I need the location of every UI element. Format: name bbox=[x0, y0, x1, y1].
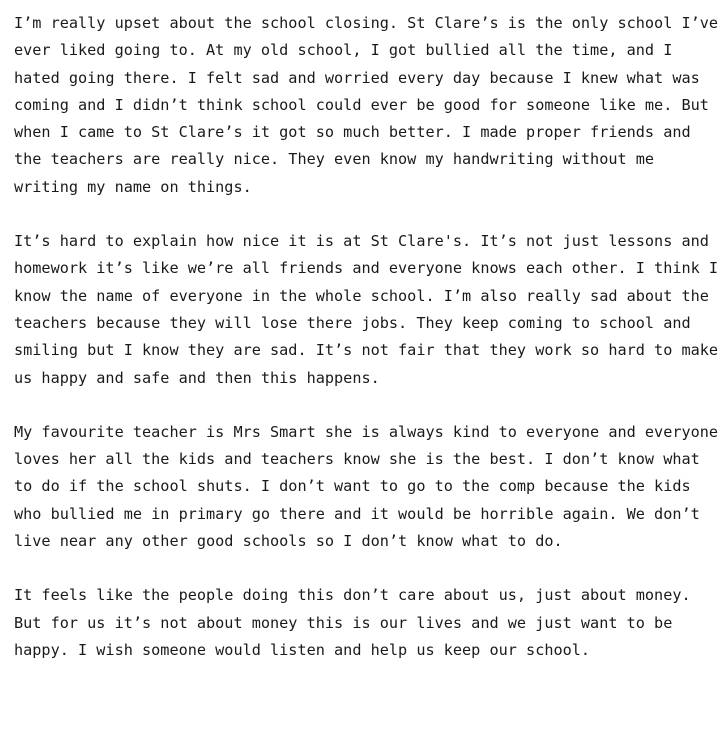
paragraph-3: My favourite teacher is Mrs Smart she is always kind to everyone and everyone loves her all the kids and teachers know she is the best. I don’t know what to do if the school shuts. I don’t want to go to the comp because the kids who bullied me in primary go there and it would be horrible again. We don’t live near any other good schools so I don’t know what to do. bbox=[14, 422, 727, 551]
paragraph-2: It’s hard to explain how nice it is at St Clare's. It’s not just lessons and homework it’s like we’re all friends and everyone knows each other. I think I know the name of everyone in the whole school. I’m also really sad about the teachers because they will lose there jobs. They keep coming to school and smiling but I know they are sad. It’s not fair that they work so hard to make us happy and safe and then this happens. bbox=[14, 232, 727, 387]
paragraph-4: It feels like the people doing this don’t care about us, just about money. But for us it’s not about money this is our lives and we just want to be happy. I wish someone would listen and help us keep our school. bbox=[14, 586, 700, 659]
paragraph-1: I’m really upset about the school closing. St Clare’s is the only school I’ve ever liked going to. At my old school, I got bullied all the time, and I hated going there. I felt sad and worried every day because I knew what was coming and I didn’t think school could ever be good for someone like me. But when I came to St Clare’s it got so much better. I made proper friends and the teachers are really nice. They even know my handwriting without me writing my name on things. bbox=[14, 14, 727, 196]
